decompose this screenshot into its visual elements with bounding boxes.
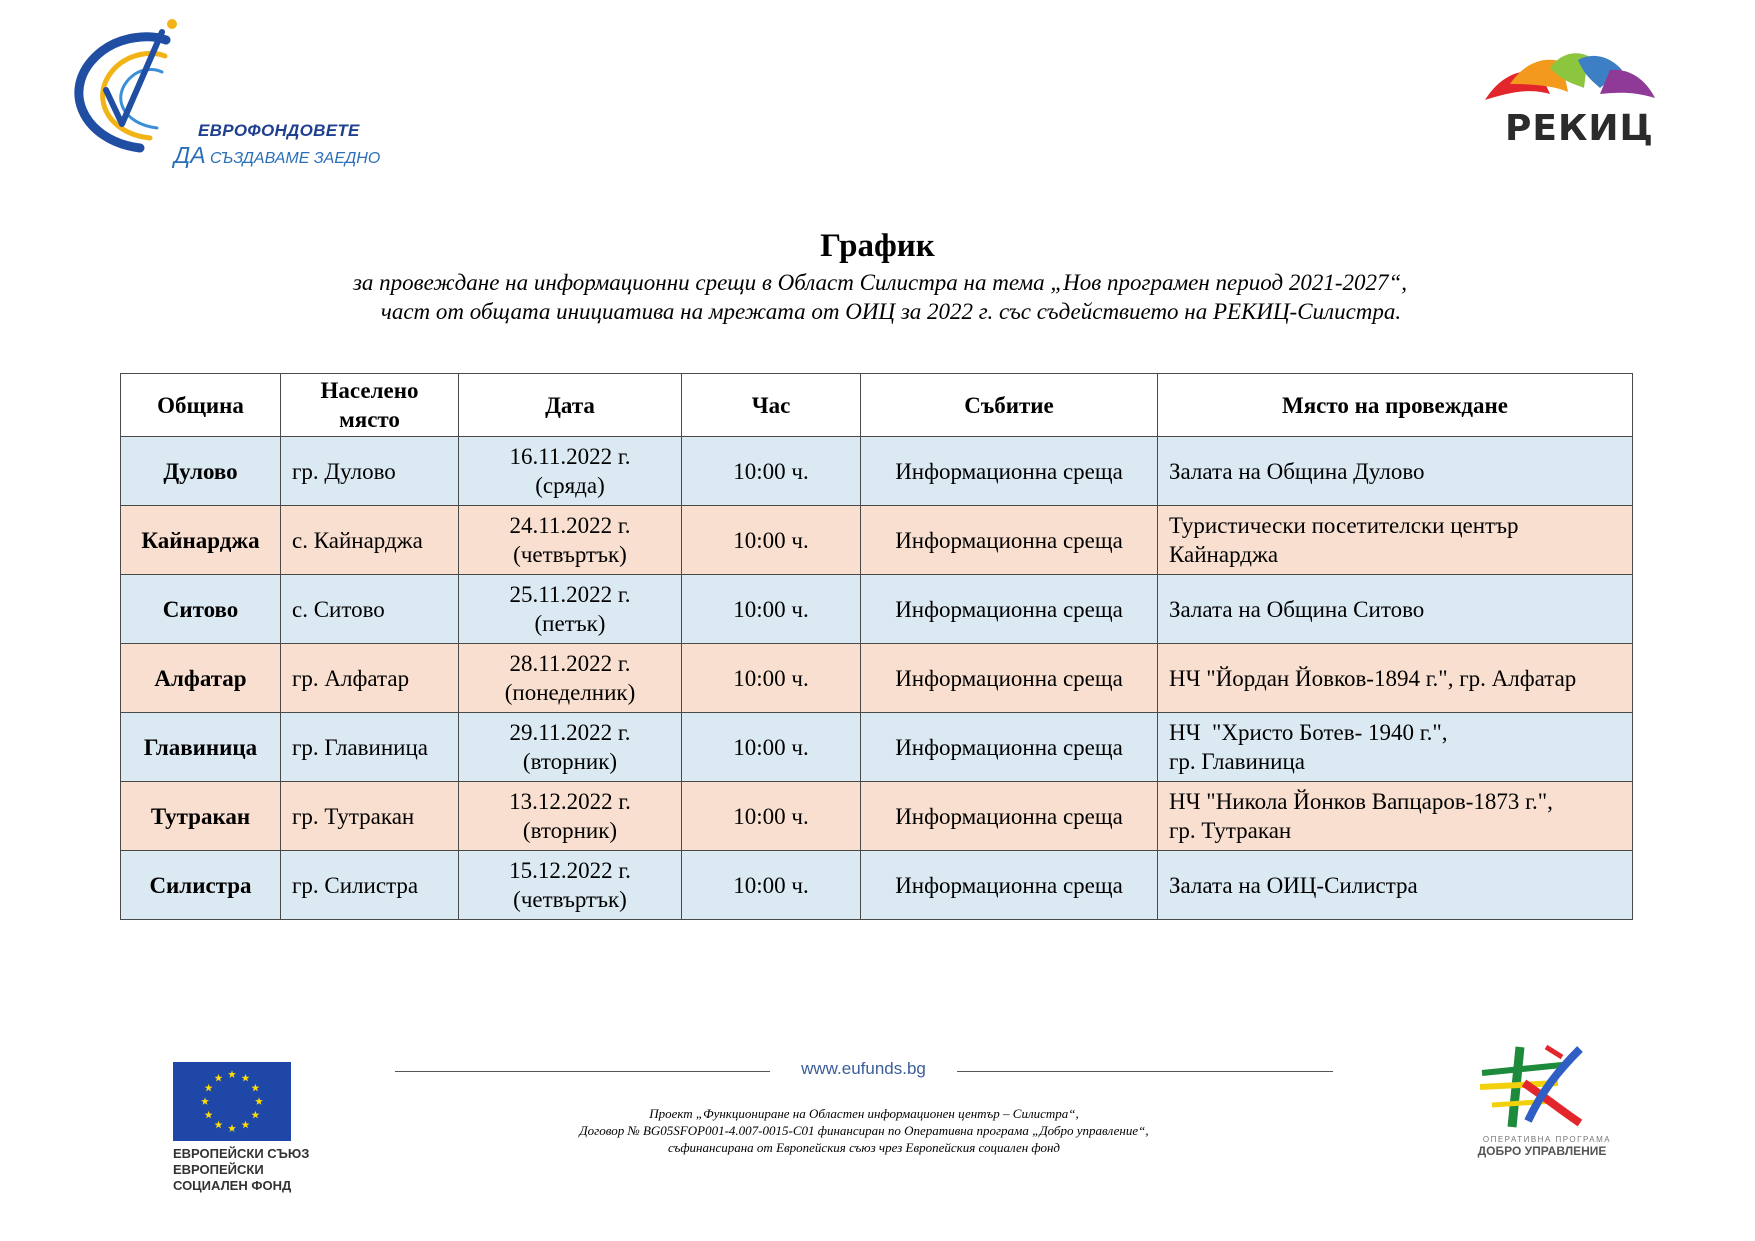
eurofunds-slogan	[174, 142, 380, 169]
cell-time: 10:00 ч.	[682, 851, 861, 920]
table-row	[121, 782, 1633, 851]
cell-date	[459, 506, 682, 575]
eu-star-icon	[205, 1084, 213, 1092]
cell-weekday: (сряда)	[535, 473, 605, 498]
footer-note-line-3: съфинансирана от Европейския съюз чрез Европейския социален фонд	[667, 1140, 1061, 1155]
cell-date-value: 25.11.2022 г.	[509, 582, 631, 607]
cell-weekday: (понеделник)	[504, 680, 636, 705]
cell-venue-l1: Туристически посетителски център	[1169, 513, 1519, 538]
cell-date	[459, 644, 682, 713]
cell-venue-l2: гр. Тутракан	[1169, 818, 1292, 843]
header-settlement	[281, 374, 459, 437]
eu-star-icon	[201, 1097, 209, 1105]
cell-time: 10:00 ч.	[682, 644, 861, 713]
subtitle-line-1: за провеждане на информационни срещи в Област Силистра на тема „Нов програмен период 2021-2027“,	[352, 270, 1408, 295]
cell-venue-l1: Залата на ОИЦ-Силистра	[1169, 872, 1418, 898]
cell-municipality: Силистра	[121, 851, 281, 920]
footer-url-link[interactable]: www.eufunds.bg	[801, 1059, 926, 1078]
cell-settlement: гр. Тутракан	[281, 782, 459, 851]
rekic-book-icon	[1480, 48, 1660, 108]
page-title: График	[820, 228, 935, 264]
cell-date-value: 28.11.2022 г.	[509, 651, 631, 676]
table-row	[121, 575, 1633, 644]
cell-event: Информационна среща	[861, 437, 1158, 506]
cell-date	[459, 437, 682, 506]
cell-venue	[1158, 713, 1633, 782]
cell-time: 10:00 ч.	[682, 506, 861, 575]
subtitle-line-2	[0, 299, 1755, 325]
table-row	[121, 437, 1633, 506]
cell-time: 10:00 ч.	[682, 713, 861, 782]
good-governance-emblem-icon	[1462, 1043, 1622, 1133]
cell-date	[459, 851, 682, 920]
cell-venue-l1: Залата на Община Дулово	[1169, 458, 1425, 484]
cell-venue	[1158, 782, 1633, 851]
cell-event: Информационна среща	[861, 575, 1158, 644]
footer-divider-right	[957, 1071, 1333, 1072]
table-row	[121, 506, 1633, 575]
cell-event: Информационна среща	[861, 782, 1158, 851]
eurofunds-logo	[62, 16, 381, 168]
cell-venue	[1158, 506, 1633, 575]
cell-municipality: Тутракан	[121, 782, 281, 851]
eu-flag-icon	[173, 1062, 291, 1141]
cell-settlement: с. Кайнарджа	[281, 506, 459, 575]
good-governance-logo	[1462, 1043, 1622, 1161]
cell-date-value: 29.11.2022 г.	[509, 720, 631, 745]
cell-settlement: с. Ситово	[281, 575, 459, 644]
cell-venue-l1: НЧ "Йордан Йовков-1894 г.", гр. Алфатар	[1169, 665, 1577, 691]
cell-venue	[1158, 644, 1633, 713]
eu-star-icon	[242, 1074, 250, 1082]
good-governance-caption: ОПЕРАТИВНА ПРОГРАМА	[1482, 1135, 1612, 1144]
eurofunds-word: ЕВРОФОНДОВЕТЕ	[198, 121, 360, 140]
eu-star-icon	[251, 1084, 259, 1092]
cell-venue	[1158, 437, 1633, 506]
eu-stars-icon	[173, 1062, 291, 1141]
cell-settlement: гр. Алфатар	[281, 644, 459, 713]
header-time: Час	[682, 374, 861, 437]
cell-settlement: гр. Главиница	[281, 713, 459, 782]
table-header-row	[121, 374, 1633, 437]
footer-note-line-2: Договор № BG05SFOP001-4.007-0015-C01 финансиран по Оперативна програма „Добро управление“,	[579, 1123, 1149, 1138]
cell-event: Информационна среща	[861, 506, 1158, 575]
eu-star-icon	[215, 1074, 223, 1082]
cell-time: 10:00 ч.	[682, 575, 861, 644]
rekic-word: РЕКИЦ	[1505, 108, 1654, 149]
subtitle-line-2-text: част от общата инициатива на мрежата от ОИЦ за 2022 г. със съдействието на РЕКИЦ-Силистра.	[380, 299, 1402, 324]
footer-note-line-1: Проект „Функциониране на Областен информационен център – Силистра“,	[649, 1106, 1079, 1121]
header-date: Дата	[459, 374, 682, 437]
rekic-logo	[1480, 48, 1660, 158]
cell-venue-l2: Кайнарджа	[1169, 542, 1279, 567]
eu-star-icon	[215, 1121, 223, 1129]
cell-date	[459, 713, 682, 782]
cell-municipality: Кайнарджа	[121, 506, 281, 575]
schedule-table	[120, 373, 1633, 920]
cell-municipality: Алфатар	[121, 644, 281, 713]
header-settlement-l2: място	[339, 407, 400, 432]
cell-venue-l1: НЧ "Никола Йонков Вапцаров-1873 г.",	[1169, 789, 1553, 814]
cell-venue-l2: гр. Главиница	[1169, 749, 1305, 774]
eu-star-icon	[242, 1121, 250, 1129]
cell-date-value: 13.12.2022 г.	[509, 789, 631, 814]
cell-weekday: (петък)	[534, 611, 606, 636]
cell-date	[459, 782, 682, 851]
eu-fund-label-l1: ЕВРОПЕЙСКИ СЪЮЗ	[173, 1146, 310, 1161]
cell-date	[459, 575, 682, 644]
cell-weekday: (четвъртък)	[513, 542, 627, 567]
eu-fund-label-l2: ЕВРОПЕЙСКИ	[173, 1162, 264, 1177]
eu-fund-label-l3: СОЦИАЛЕН ФОНД	[173, 1178, 292, 1193]
header-venue: Място на провеждане	[1158, 374, 1633, 437]
cell-venue	[1158, 851, 1633, 920]
table-row	[121, 644, 1633, 713]
eu-star-icon	[228, 1070, 236, 1078]
header-municipality: Община	[121, 374, 281, 437]
cell-weekday: (четвъртък)	[513, 887, 627, 912]
cell-weekday: (вторник)	[522, 818, 618, 843]
cell-time: 10:00 ч.	[682, 437, 861, 506]
eurofunds-slogan-rest: СЪЗДАВАМЕ ЗАЕДНО	[210, 150, 381, 167]
cell-event: Информационна среща	[861, 851, 1158, 920]
footer-divider-left	[395, 1071, 770, 1072]
cell-event: Информационна среща	[861, 713, 1158, 782]
cell-event: Информационна среща	[861, 644, 1158, 713]
eu-star-icon	[228, 1124, 236, 1132]
eurofunds-slogan-da: ДА	[174, 142, 206, 168]
eu-star-icon	[255, 1097, 263, 1105]
cell-date-value: 24.11.2022 г.	[509, 513, 631, 538]
cell-municipality: Ситово	[121, 575, 281, 644]
eu-star-icon	[251, 1111, 259, 1119]
cell-venue	[1158, 575, 1633, 644]
header-event: Събитие	[861, 374, 1158, 437]
cell-weekday: (вторник)	[522, 749, 618, 774]
cell-date-value: 15.12.2022 г.	[509, 858, 631, 883]
table-row	[121, 713, 1633, 782]
table-row	[121, 851, 1633, 920]
eu-fund-label	[173, 1146, 309, 1194]
cell-municipality: Главиница	[121, 713, 281, 782]
good-governance-title: ДОБРО УПРАВЛЕНИЕ	[1477, 1144, 1607, 1158]
header-settlement-l1: Населено	[320, 378, 419, 403]
cell-settlement: гр. Дулово	[281, 437, 459, 506]
cell-date-value: 16.11.2022 г.	[509, 444, 631, 469]
cell-venue-l1: НЧ "Христо Ботев- 1940 г.",	[1169, 720, 1448, 745]
cell-time: 10:00 ч.	[682, 782, 861, 851]
cell-settlement: гр. Силистра	[281, 851, 459, 920]
cell-venue-l1: Залата на Община Ситово	[1169, 596, 1425, 622]
eu-star-icon	[205, 1111, 213, 1119]
cell-municipality: Дулово	[121, 437, 281, 506]
